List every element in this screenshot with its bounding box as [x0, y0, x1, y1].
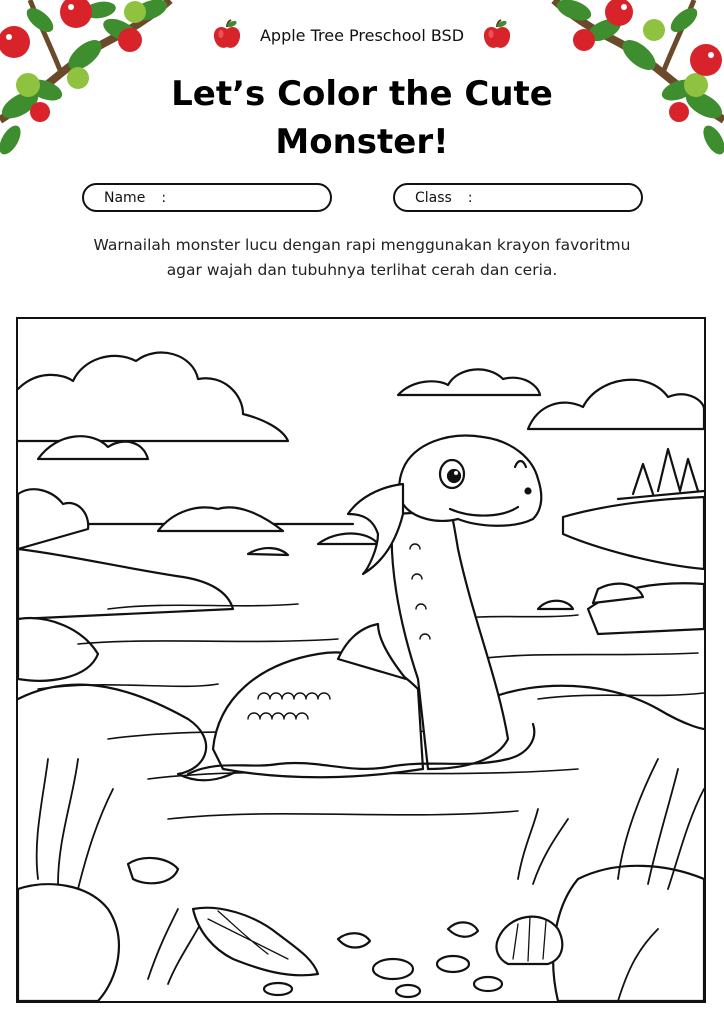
far-island: [158, 507, 283, 531]
school-header: [0, 18, 724, 52]
name-separator: :: [161, 189, 167, 206]
instruction-text: [40, 233, 684, 283]
class-field[interactable]: [393, 183, 643, 212]
clouds: [18, 353, 704, 459]
monster-pupil: [448, 470, 460, 482]
page-title: [0, 70, 724, 166]
monster-head: [399, 436, 541, 526]
class-label: Class: [415, 189, 452, 206]
title-line-2: Monster!: [275, 122, 449, 162]
name-label: Name: [104, 189, 146, 206]
coloring-picture: [16, 317, 706, 1003]
instruction-line-2: agar wajah dan tubuhnya terlihat cerah dan ceria.: [166, 261, 558, 279]
instruction-line-1: Warnailah monster lucu dengan rapi menggunakan krayon favoritmu: [93, 236, 631, 254]
seashells: [193, 908, 562, 997]
title-line-1: Let’s Color the Cute: [171, 74, 553, 114]
school-name: Apple Tree Preschool BSD: [259, 25, 465, 45]
apple-icon: [482, 19, 512, 51]
name-field[interactable]: [82, 183, 332, 212]
pine-trees: [618, 449, 704, 499]
class-separator: :: [467, 189, 473, 206]
wave-right: [488, 686, 704, 729]
sea-monster-line-art: [18, 319, 704, 1001]
apple-icon: [212, 19, 242, 51]
